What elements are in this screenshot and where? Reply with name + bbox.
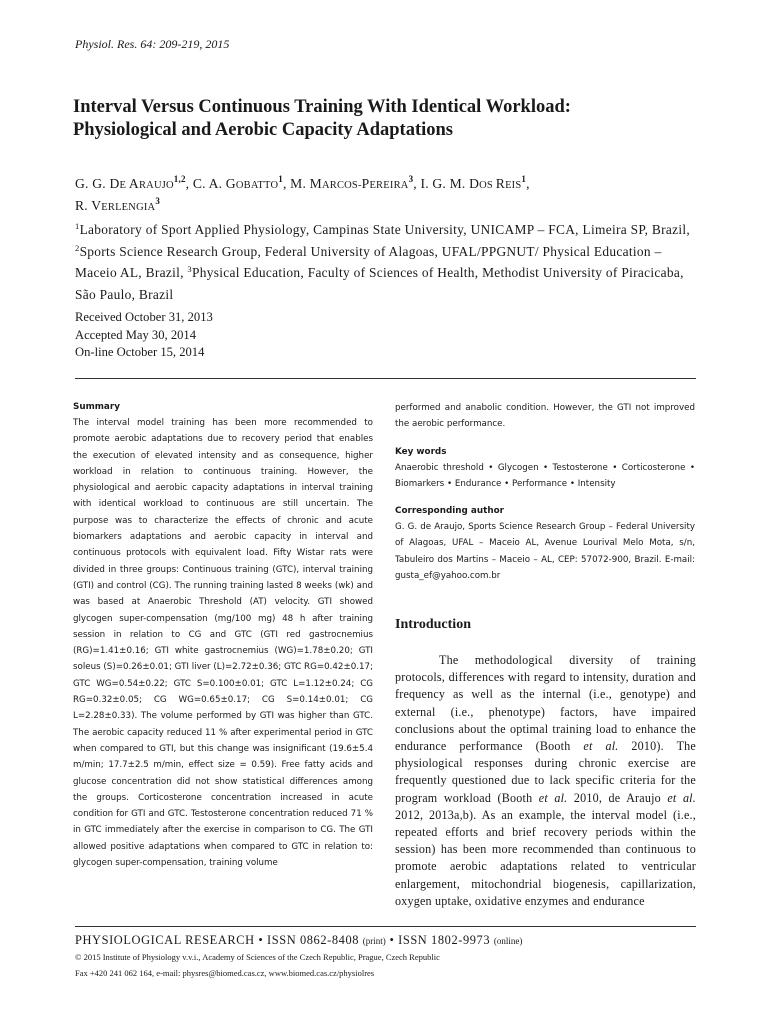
et-al-3: et al. — [667, 790, 696, 805]
summary-column — [73, 400, 373, 871]
introduction-heading: Introduction — [395, 617, 471, 632]
footer-journal-issn — [75, 933, 522, 948]
issn-print: PHYSIOLOGICAL RESEARCH • ISSN 0862-8408 — [75, 933, 363, 947]
author-name: M. MARCOS-PEREIRA$^3$ — [290, 174, 414, 191]
intro-segment-2: 2010). The physiological responses during chronic exercise are frequently questioned due to lack specific criteria for the program workload (Booth — [395, 739, 696, 805]
intro-segment-3: 2010, de Araujo — [567, 790, 668, 805]
corresponding-author-text: G. G. de Araujo, Sports Science Research Group – Federal University of Alagoas, UFAL – Maceio AL, Avenue Lourival Melo Mota, s/n, Tabuleiro dos Martins – Maceio – AL, CEP: 57072-900, Brazil. E-mail: gusta_ef@yahoo.com.br — [395, 522, 695, 582]
received-date: Received October 31, 2013 — [75, 310, 213, 324]
et-al-2: et al. — [538, 790, 568, 805]
footer-copyright: © 2015 Institute of Physiology v.v.i., Academy of Sciences of the Czech Republic, Prague, Czech Republic — [75, 952, 440, 962]
summary-continuation: performed and anabolic condition. However, the GTI not improved the aerobic performance. — [395, 403, 695, 430]
online-date: On-line October 15, 2014 — [75, 345, 205, 359]
intro-segment-4: 2012, 2013a,b). As an example, the interval model (i.e., repeated efforts and brief recovery periods within the session) has been more recommended than continuous to promote aerobic adaptations related to ventricular enlargement, mitochondrial biogenesis, capillarization, oxygen uptake, oxidative enzymes and endurance — [395, 807, 696, 908]
journal-reference: Physiol. Res. 64: 209-219, 2015 — [75, 37, 230, 51]
et-al-1: et al. — [583, 739, 619, 754]
paper-title — [73, 96, 713, 142]
accepted-date: Accepted May 30, 2014 — [75, 327, 197, 342]
author-name: I. G. M. DOS REIS$^1$ — [420, 174, 527, 191]
author-name: R. VERLENGIA$^3$ — [75, 196, 161, 213]
author-affiliation-marker: 3 — [155, 196, 161, 206]
author-affiliation-marker: 1 — [278, 174, 283, 184]
print-label: (print) — [362, 936, 386, 946]
intro-segment-1: The methodological diversity of training protocols, differences with regard to intensity, duration and frequency as well as the internal (i.e., genotype) and external (i.e., phenotype) factors, have impaired conclusions about the optimal training load to enhance the endurance performance (Booth — [395, 653, 696, 754]
author-affiliation-marker: 3 — [408, 174, 414, 184]
author-list: G. G. DE ARAUJO$^{1,2}$, C. A. GOBATTO$^1$, M. MARCOS-PEREIRA$^3$, I. G. M. DOS REIS$^1$, R. VERLENGIA$^3$ — [75, 174, 530, 213]
author-affiliation-marker: 1 — [521, 174, 527, 184]
footer-contact: Fax +420 241 062 164, e-mail: physres@biomed.cas.cz, www.biomed.cas.cz/physiolres — [75, 968, 375, 978]
introduction-text — [395, 652, 696, 910]
keywords-heading: Key words — [395, 446, 447, 457]
title-line-2: Physiological and Aerobic Capacity Adaptations — [73, 120, 453, 140]
summary-text: The interval model training has been more recommended to promote aerobic adaptations due to recovery period that enables the execution of elevated intensity and as consequence, higher workload in relation to continuous training. However, the physiological and aerobic capacity adaptations in interval training with identical workload to continuous are still uncertain. The purpose was to characterize the effects of chronic and acute biomarkers adaptations and aerobic capacity in interval and continuous protocols with equivalent load. Fifty Wistar rats were divided in three groups: Continuous training (GTC), interval training (GTI) and control (CG). The running training lasted 8 weeks (wk) and was based at Anaerobic Threshold (AT) velocity. GTI showed glycogen super-compensation (mg/100 mg) 48 h after training session in relation to CG and GTC (GTI red gastrocnemius (RG)=1.41±0.16; GTI white gastrocnemius (WG)=1.78±0.20; GTI soleus (S)=0.26±0.01; GTI liver (L)=2.72±0.36; GTC RG=0.42±0.17; GTC WG=0.54±0.22; GTC S=0.100±0.01; GTC L=1.12±0.24; CG RG=0.32±0.05; CG WG=0.65±0.17; CG S=0.14±0.01; CG L=2.28±0.33). The volume performed by GTI was higher than GTC. The aerobic capacity reduced 11 % after experimental period in GTC when compared to GTI, but this change was insignificant (19.6±5.4 m/min; 17.7±2.5 m/min, effect size = 0.59). Free fatty acids and glucose concentration did not show statistical differences among the groups. Corticosterone concentration increased in acute condition for GTI and GTC. Testosterone concentration reduced 71 % in GTC immediately after the exercise in comparison to CG. The GTI allowed positive adaptations when compared to GTC in relation to: glycogen super-compensation, training volume — [73, 418, 373, 869]
keywords-text: Anaerobic threshold • Glycogen • Testosterone • Corticosterone • Biomarkers • Endurance • Performance • Intensity — [395, 462, 695, 489]
issn-online: • ISSN 1802-9973 — [385, 933, 494, 947]
footer-divider — [75, 926, 696, 927]
affiliation-2: Sports Science Research Group, Federal University of Alagoas, UFAL/PPGNUT/ Physical Education – Maceio AL, Brazil, — [75, 243, 662, 281]
author-affiliation-marker: 1,2 — [173, 174, 186, 184]
online-label: (online) — [493, 936, 523, 946]
author-name: G. G. DE ARAUJO$^{1,2}$ — [75, 174, 186, 191]
affiliation-marker-2: 2 — [75, 242, 80, 253]
affiliation-1: Laboratory of Sport Applied Physiology, Campinas State University, UNICAMP – FCA, Limeira SP, Brazil, — [79, 222, 691, 237]
publication-dates — [75, 309, 213, 362]
affiliations — [75, 219, 700, 306]
summary-heading: Summary — [73, 402, 120, 412]
affiliation-marker-1: 1 — [75, 221, 80, 231]
header-divider — [75, 378, 696, 379]
abstract-right-column — [395, 400, 695, 584]
affiliation-3: Physical Education, Faculty of Sciences of Health, Methodist University of Piracicaba, São Paulo, Brazil — [75, 265, 684, 303]
author-name: C. A. GOBATTO$^1$ — [192, 174, 283, 191]
corresponding-author-heading: Corresponding author — [395, 506, 504, 517]
affiliation-marker-3: 3 — [187, 264, 192, 275]
title-line-1: Interval Versus Continuous Training With Identical Workload: — [73, 97, 571, 117]
